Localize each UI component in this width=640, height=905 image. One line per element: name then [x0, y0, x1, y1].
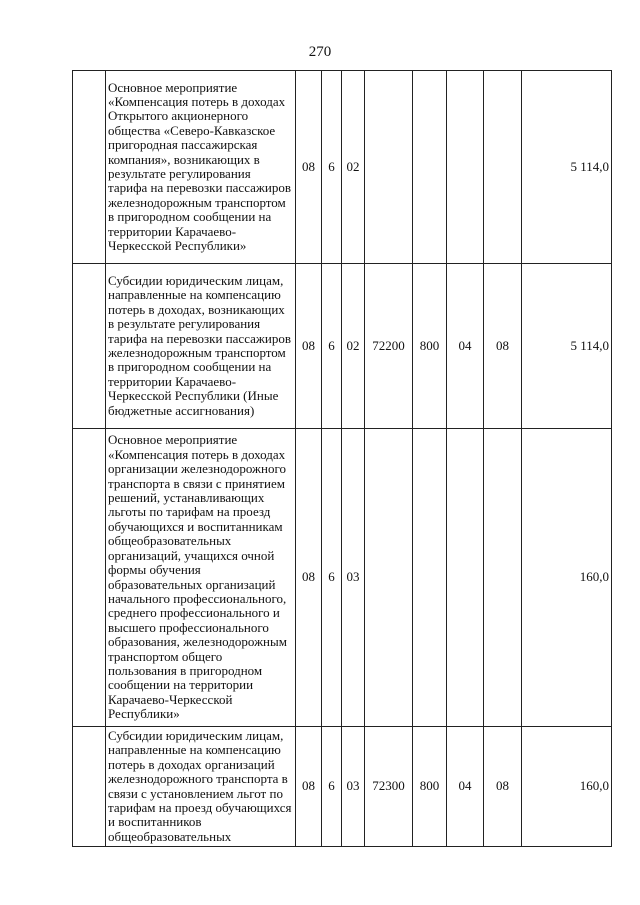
code-cell: 6	[322, 71, 342, 264]
code-cell: 04	[447, 264, 484, 429]
table-row	[73, 264, 612, 429]
code-cell: 800	[413, 264, 447, 429]
description-cell: Субсидии юридическим лицам, направленные на компенсацию потерь в доходах организаций железнодорожного транспорта в связи с установлением льгот по тарифам на проезд обучающихся и воспитанников общеобразовательных	[106, 727, 296, 847]
description-cell: Основное мероприятие «Компенсация потерь в доходах Открытого акционерного общества «Северо-Кавказское пригородная пассажирская компания», возникающих в результате регулирования тарифа на перевозки пассажиров железнодорожным транспортом в пригородном сообщении на территории Карачаево-Черкесской Республики»	[106, 71, 296, 264]
budget-table	[72, 70, 612, 847]
code-cell: 72300	[365, 727, 413, 847]
page-number: 270	[308, 44, 332, 60]
amount-cell: 160,0	[522, 727, 612, 847]
table-row	[73, 727, 612, 847]
code-cell: 03	[342, 429, 365, 727]
code-cell: 08	[296, 264, 322, 429]
code-cell: 03	[342, 727, 365, 847]
code-cell	[484, 71, 522, 264]
code-cell: 08	[484, 264, 522, 429]
code-cell	[447, 71, 484, 264]
code-cell: 08	[296, 71, 322, 264]
code-cell	[365, 429, 413, 727]
description-cell: Основное мероприятие «Компенсация потерь в доходах организации железнодорожного транспорта в связи с принятием решений, устанавливающих льготы по тарифам на проезд обучающихся и воспитанникам общеобразовательных организаций, учащихся очной формы обучения образовательных организаций начального профессионального, среднего профессионального и высшего профессионального образования, железнодорожным транспортом общего пользования в пригородном сообщении на территории Карачаево-Черкесской Республики»	[106, 429, 296, 727]
code-cell: 08	[484, 727, 522, 847]
row-number-cell	[73, 264, 106, 429]
code-cell: 08	[296, 727, 322, 847]
code-cell: 800	[413, 727, 447, 847]
code-cell	[365, 71, 413, 264]
code-cell: 08	[296, 429, 322, 727]
code-cell: 6	[322, 727, 342, 847]
row-number-cell	[73, 429, 106, 727]
amount-cell: 5 114,0	[522, 264, 612, 429]
code-cell: 04	[447, 727, 484, 847]
code-cell: 72200	[365, 264, 413, 429]
code-cell	[413, 71, 447, 264]
code-cell	[484, 429, 522, 727]
row-number-cell	[73, 727, 106, 847]
code-cell: 02	[342, 264, 365, 429]
code-cell	[413, 429, 447, 727]
code-cell: 02	[342, 71, 365, 264]
code-cell	[447, 429, 484, 727]
description-cell: Субсидии юридическим лицам, направленные на компенсацию потерь в доходах, возникающих в результате регулирования тарифа на перевозки пассажиров железнодорожным транспортом в пригородном сообщении на территории Карачаево-Черкесской Республики (Иные бюджетные ассигнования)	[106, 264, 296, 429]
code-cell: 6	[322, 264, 342, 429]
table-row	[73, 71, 612, 264]
code-cell: 6	[322, 429, 342, 727]
amount-cell: 160,0	[522, 429, 612, 727]
table-row	[73, 429, 612, 727]
row-number-cell	[73, 71, 106, 264]
amount-cell: 5 114,0	[522, 71, 612, 264]
